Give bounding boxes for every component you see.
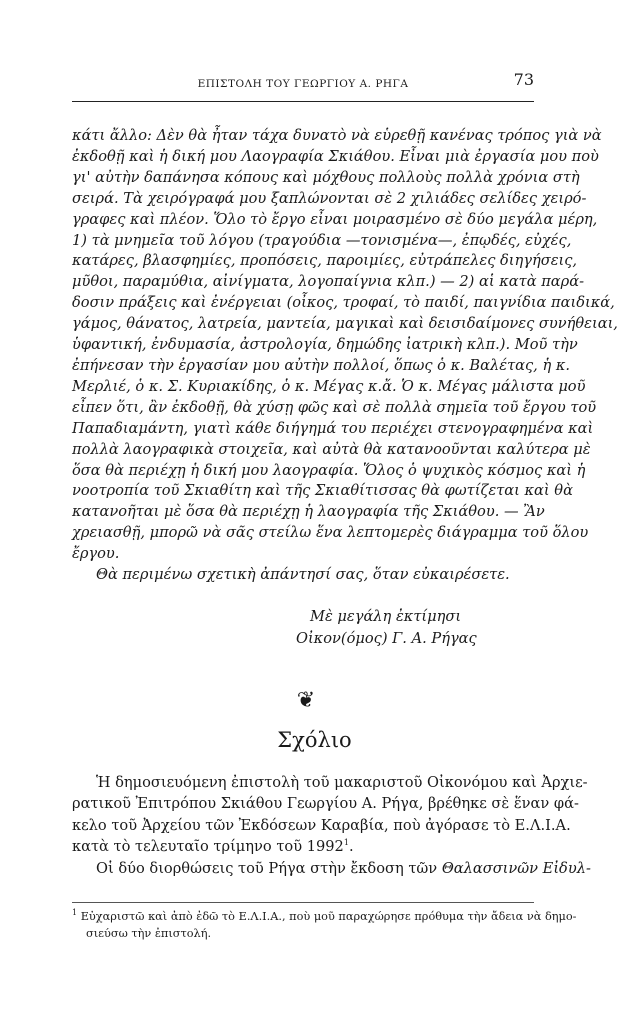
comment-line: ρατικοῦ Ἐπιτρόπου Σκιάθου Γεωργίου Α. Ρήγα, βρέθηκε σὲ ἕναν φά-	[72, 795, 579, 813]
book-title-italic: Θαλασσινῶν Εἰδυλ-	[441, 859, 591, 877]
comment-line-text: Οἱ δύο διορθώσεις τοῦ Ρήγα στὴν ἔκδοση τῶν	[96, 859, 442, 877]
footnote-marker: 1	[72, 908, 78, 918]
comment-line-text: κατὰ τὸ τελευταῖο τρίμηνο τοῦ 1992	[72, 838, 344, 856]
footnote-line: σιεύσω τὴν ἐπιστολή.	[86, 927, 212, 940]
page-number: 73	[513, 70, 534, 89]
letter-line: γραφες καὶ πλέον. Ὅλο τὸ ἔργο εἶναι μοιρασμένο σὲ δύο μεγάλα μέρη,	[72, 210, 598, 228]
letter-line: νοοτροπία τοῦ Σκιαθίτη καὶ τῆς Σκιαθίτισσας θὰ φωτίζεται καὶ θὰ	[72, 482, 573, 500]
letter-line: εἶπεν ὅτι, ἂν ἐκδοθῇ, θὰ χύσῃ φῶς καὶ σὲ πολλὰ σημεῖα τοῦ ἔργου τοῦ	[72, 398, 597, 416]
letter-line: κάτι ἄλλο: Δὲν θὰ ἦταν τάχα δυνατὸ νὰ εὑρεθῇ κανένας τρόπος γιὰ νὰ	[72, 127, 602, 144]
letter-line: Μερλιέ, ὁ κ. Σ. Κυριακίδης, ὁ κ. Μέγας κ.ἄ. Ὁ κ. Μέγας μάλιστα μοῦ	[72, 377, 586, 395]
running-head: ΕΠΙΣΤΟΛΗ ΤΟΥ ΓΕΩΡΓΙΟΥ Α. ΡΗΓΑ	[197, 78, 409, 90]
letter-line: 1) τὰ μνημεῖα τοῦ λόγου (τραγούδια —τονισμένα—, ἐπῳδές, εὐχές,	[72, 231, 572, 249]
comment-line	[72, 858, 591, 879]
section-title: Σχόλιο	[277, 728, 352, 752]
letter-line: Παπαδιαμάντη, γιατὶ κάθε διήγημά του περιέχει στενογραφημένα καὶ	[72, 419, 594, 437]
footnote-rule	[72, 902, 534, 903]
fleuron-ornament-icon: ❦	[296, 688, 316, 713]
header-rule	[72, 101, 534, 102]
letter-line: σειρά. Τὰ χειρόγραφά μου ξαπλώνονται σὲ 2 χιλιάδες σελίδες χειρό-	[72, 189, 587, 207]
letter-line: ὑφαντική, ἐνδυμασία, ἀστρολογία, δημώδης ἰατρικὴ κλπ.). Μοῦ τὴν	[72, 336, 578, 354]
letter-line: κατάρες, βλασφημίες, προπόσεις, παροιμίες, εὐτράπελες διηγήσεις,	[72, 252, 578, 270]
letter-closing-line: Θὰ περιμένω σχετικὴ ἀπάντησί σας, ὅταν εὐκαιρέσετε.	[96, 566, 510, 584]
footnote-text: Εὐχαριστῶ καὶ ἀπὸ ἐδῶ τὸ Ε.Λ.Ι.Α., ποὺ μοῦ παραχώρησε πρόθυμα τὴν ἄδεια νὰ δημο-	[80, 910, 577, 923]
letter-text	[72, 126, 618, 586]
footnote-line	[72, 908, 577, 925]
signature-block	[296, 606, 536, 650]
letter-line: ἐκδοθῇ καὶ ἡ δική μου Λαογραφία Σκιάθου. Εἶναι μιὰ ἐργασία μου ποὺ	[72, 147, 599, 165]
signoff-name: Οἰκον(όμος) Γ. Α. Ρήγας	[296, 630, 477, 647]
footnote-reference[interactable]: 1	[343, 838, 349, 848]
comment-text	[72, 772, 591, 879]
letter-line: κατανοῆται μὲ ὅσα θὰ περιέχῃ ἡ λαογραφία τῆς Σκιάθου. — Ἂν	[72, 503, 545, 521]
letter-line: ἔργου.	[72, 545, 120, 563]
letter-line: μῦθοι, παραμύθια, αἰνίγματα, λογοπαίγνια κλπ.) — 2) αἱ κατὰ παρά-	[72, 273, 585, 291]
comment-line: κελο τοῦ Ἀρχείου τῶν Ἐκδόσεων Καραβία, ποὺ ἀγόρασε τὸ Ε.Λ.Ι.Α.	[72, 816, 571, 834]
footnote	[72, 908, 577, 942]
letter-line: ὅσα θὰ περιέχῃ ἡ δική μου λαογραφία. Ὅλος ὁ ψυχικὸς κόσμος καὶ ἡ	[72, 461, 586, 479]
letter-line: γι' αὐτὴν δαπάνησα κόπους καὶ μόχθους πολλοὺς πολλὰ χρόνια στὴ	[72, 168, 580, 186]
comment-line-end: .	[348, 838, 354, 856]
letter-line: γάμος, θάνατος, λατρεία, μαντεία, μαγικαὶ καὶ δεισιδαίμονες συνήθειαι,	[72, 315, 618, 333]
letter-line: ἐπήνεσαν τὴν ἐργασίαν μου αὐτὴν πολλοί, ὅπως ὁ κ. Βαλέτας, ἡ κ.	[72, 356, 571, 374]
comment-line	[72, 836, 534, 857]
letter-line: δοσιν πράξεις καὶ ἐνέργειαι (οἶκος, τροφαί, τὸ παιδί, παιγνίδια παιδικά,	[72, 294, 615, 312]
page-header	[72, 70, 534, 96]
signoff-greeting: Μὲ μεγάλη ἐκτίμησι	[310, 608, 462, 625]
letter-line: χρειασθῇ, μπορῶ νὰ σᾶς στείλω ἕνα λεπτομερὲς διάγραμμα τοῦ ὅλου	[72, 524, 589, 542]
letter-line: πολλὰ λαογραφικὰ στοιχεῖα, καὶ αὐτὰ θὰ κατανοοῦνται καλύτερα μὲ	[72, 440, 591, 458]
comment-line: Ἡ δημοσιευόμενη ἐπιστολὴ τοῦ μακαριστοῦ Οἰκονόμου καὶ Ἀρχιε-	[96, 774, 588, 791]
